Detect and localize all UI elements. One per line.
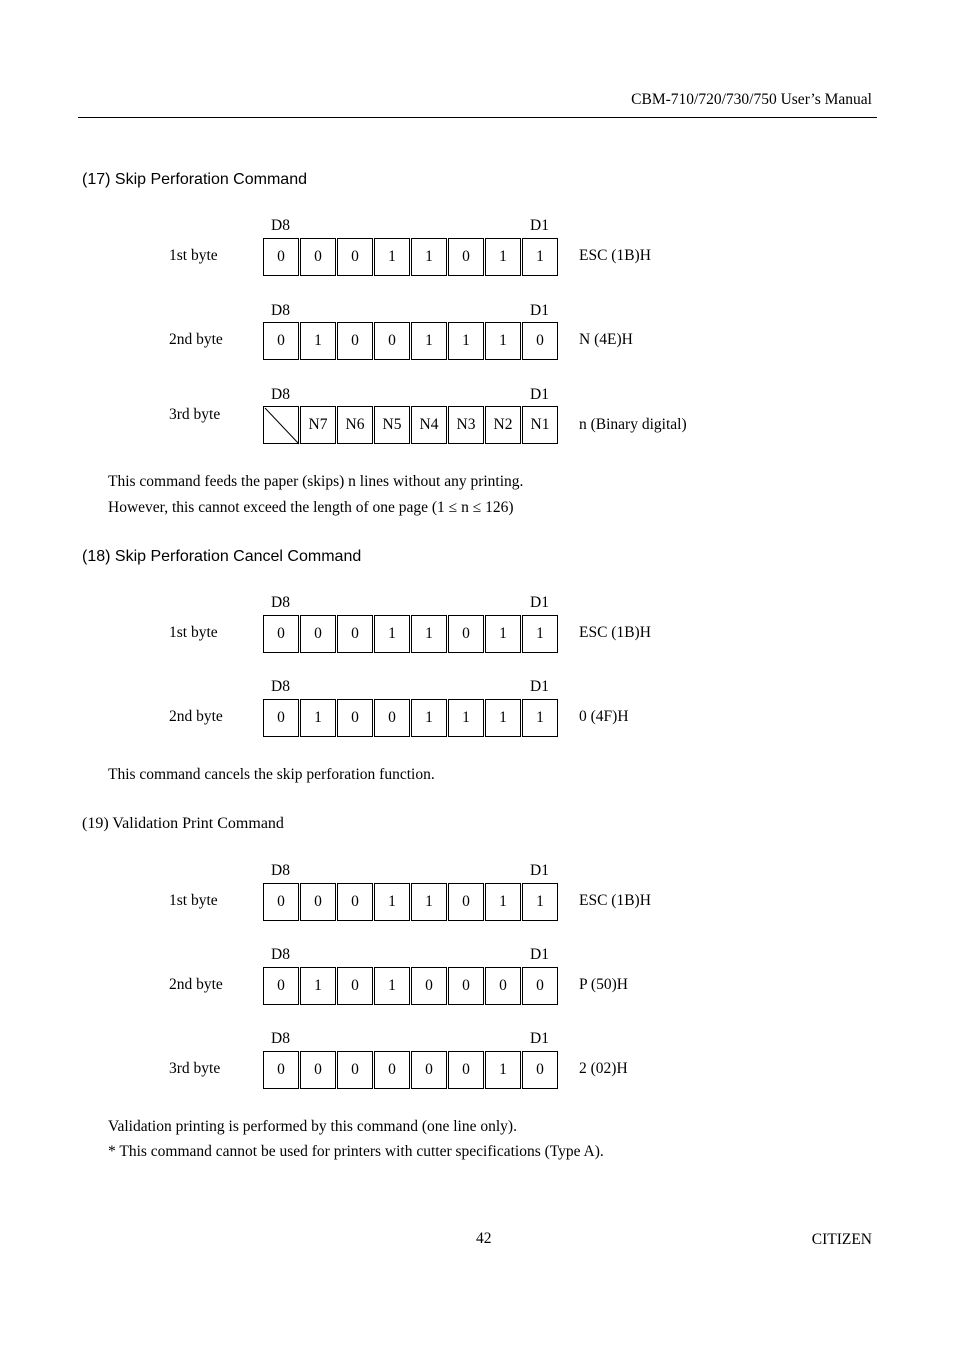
bit-cell: 0 (300, 238, 336, 276)
page-number: 42 (476, 1230, 492, 1247)
msb-label: D8 (271, 678, 290, 695)
msb-label: D8 (271, 1030, 290, 1047)
bit-row (263, 967, 558, 1005)
header-divider (78, 117, 877, 118)
bit-cell: 1 (411, 322, 447, 360)
bit-cell: 0 (337, 967, 373, 1005)
bit-cell: 1 (374, 967, 410, 1005)
bit-cell: 1 (485, 1051, 521, 1089)
byte-name: 2nd byte (169, 331, 223, 348)
byte-name: 1st byte (169, 624, 218, 641)
byte-code: ESC (1B)H (579, 892, 651, 909)
bit-cell: 0 (374, 322, 410, 360)
lsb-label: D1 (530, 594, 549, 611)
description-line: Validation printing is performed by this command (one line only). (108, 1118, 517, 1135)
bit-cell: 1 (300, 322, 336, 360)
lsb-label: D1 (530, 1030, 549, 1047)
bit-cell: 0 (411, 1051, 447, 1089)
msb-label: D8 (271, 594, 290, 611)
bit-cell: 1 (300, 699, 336, 737)
bit-cell: 1 (374, 615, 410, 653)
bit-cell: 0 (411, 967, 447, 1005)
bit-cell: 0 (522, 967, 558, 1005)
msb-label: D8 (271, 217, 290, 234)
byte-code: P (50)H (579, 976, 628, 993)
bit-cell: N3 (448, 406, 484, 444)
bit-cell: 1 (448, 699, 484, 737)
byte-name: 2nd byte (169, 976, 223, 993)
bit-cell: 0 (448, 883, 484, 921)
bit-cell: 1 (374, 238, 410, 276)
bit-cell: 0 (374, 1051, 410, 1089)
description-line: This command feeds the paper (skips) n lines without any printing. (108, 473, 524, 490)
section-title-skip-perforation-cancel: (18) Skip Perforation Cancel Command (82, 548, 362, 565)
bit-cell: N1 (522, 406, 558, 444)
byte-code: N (4E)H (579, 331, 633, 348)
bit-cell: 0 (337, 699, 373, 737)
section-title-validation-print: (19) Validation Print Command (82, 815, 284, 832)
bit-row (263, 1051, 558, 1089)
bit-cell: 1 (448, 322, 484, 360)
bit-cell: 0 (300, 1051, 336, 1089)
bit-cell: 0 (522, 322, 558, 360)
bit-row (263, 322, 558, 360)
bit-cell: 1 (522, 238, 558, 276)
lsb-label: D1 (530, 946, 549, 963)
bit-cell: 0 (263, 883, 299, 921)
description-line: This command cancels the skip perforation function. (108, 766, 435, 783)
description-line: However, this cannot exceed the length of one page (1 ≤ n ≤ 126) (108, 499, 514, 516)
bit-cell: 1 (485, 238, 521, 276)
byte-code: 2 (02)H (579, 1060, 628, 1077)
bit-cell: 0 (337, 1051, 373, 1089)
bit-cell: 0 (263, 615, 299, 653)
lsb-label: D1 (530, 302, 549, 319)
byte-name: 1st byte (169, 247, 218, 264)
manual-title: CBM-710/720/730/750 User’s Manual (631, 91, 872, 108)
bit-row (263, 615, 558, 653)
bit-cell: 0 (263, 238, 299, 276)
bit-cell: 0 (448, 238, 484, 276)
bit-cell: 0 (522, 1051, 558, 1089)
byte-code: ESC (1B)H (579, 247, 651, 264)
lsb-label: D1 (530, 678, 549, 695)
brand-name: CITIZEN (811, 1231, 872, 1248)
bit-cell: 1 (522, 615, 558, 653)
bit-row (263, 238, 558, 276)
msb-label: D8 (271, 946, 290, 963)
bit-cell: 0 (337, 322, 373, 360)
bit-cell: 0 (448, 615, 484, 653)
unused-bit-cell (263, 406, 299, 444)
bit-cell: 1 (485, 883, 521, 921)
bit-cell: 1 (485, 699, 521, 737)
bit-cell: 0 (263, 322, 299, 360)
lsb-label: D1 (530, 386, 549, 403)
msb-label: D8 (271, 386, 290, 403)
bit-cell: 1 (300, 967, 336, 1005)
bit-cell: 1 (411, 883, 447, 921)
byte-code: ESC (1B)H (579, 624, 651, 641)
byte-name: 1st byte (169, 892, 218, 909)
bit-cell: 1 (411, 699, 447, 737)
bit-cell: N2 (485, 406, 521, 444)
bit-cell: 0 (337, 883, 373, 921)
lsb-label: D1 (530, 862, 549, 879)
lsb-label: D1 (530, 217, 549, 234)
bit-cell: 0 (263, 967, 299, 1005)
byte-name: 2nd byte (169, 708, 223, 725)
byte-code: n (Binary digital) (579, 416, 687, 433)
byte-name: 3rd byte (169, 1060, 221, 1077)
bit-cell: 0 (263, 1051, 299, 1089)
bit-cell: 0 (300, 883, 336, 921)
bit-cell: 1 (485, 615, 521, 653)
bit-row (263, 406, 558, 444)
bit-cell: N4 (411, 406, 447, 444)
description-line: * This command cannot be used for printers with cutter specifications (Type A). (108, 1143, 604, 1160)
bit-cell: 0 (448, 967, 484, 1005)
bit-cell: 0 (263, 699, 299, 737)
bit-cell: 0 (300, 615, 336, 653)
bit-cell: 1 (522, 699, 558, 737)
bit-cell: 1 (522, 883, 558, 921)
bit-row (263, 699, 558, 737)
bit-cell: 0 (448, 1051, 484, 1089)
bit-cell: 1 (411, 238, 447, 276)
bit-cell: 0 (337, 238, 373, 276)
bit-cell: 1 (374, 883, 410, 921)
bit-cell: 0 (337, 615, 373, 653)
bit-cell: N7 (300, 406, 336, 444)
bit-cell: 0 (485, 967, 521, 1005)
msb-label: D8 (271, 862, 290, 879)
diagonal-slash-icon (264, 407, 300, 445)
bit-cell: 0 (374, 699, 410, 737)
byte-name: 3rd byte (169, 406, 221, 423)
msb-label: D8 (271, 302, 290, 319)
bit-cell: 1 (411, 615, 447, 653)
section-title-skip-perforation: (17) Skip Perforation Command (82, 171, 307, 188)
bit-cell: 1 (485, 322, 521, 360)
bit-cell: N6 (337, 406, 373, 444)
bit-cell: N5 (374, 406, 410, 444)
bit-row (263, 883, 558, 921)
byte-code: 0 (4F)H (579, 708, 629, 725)
